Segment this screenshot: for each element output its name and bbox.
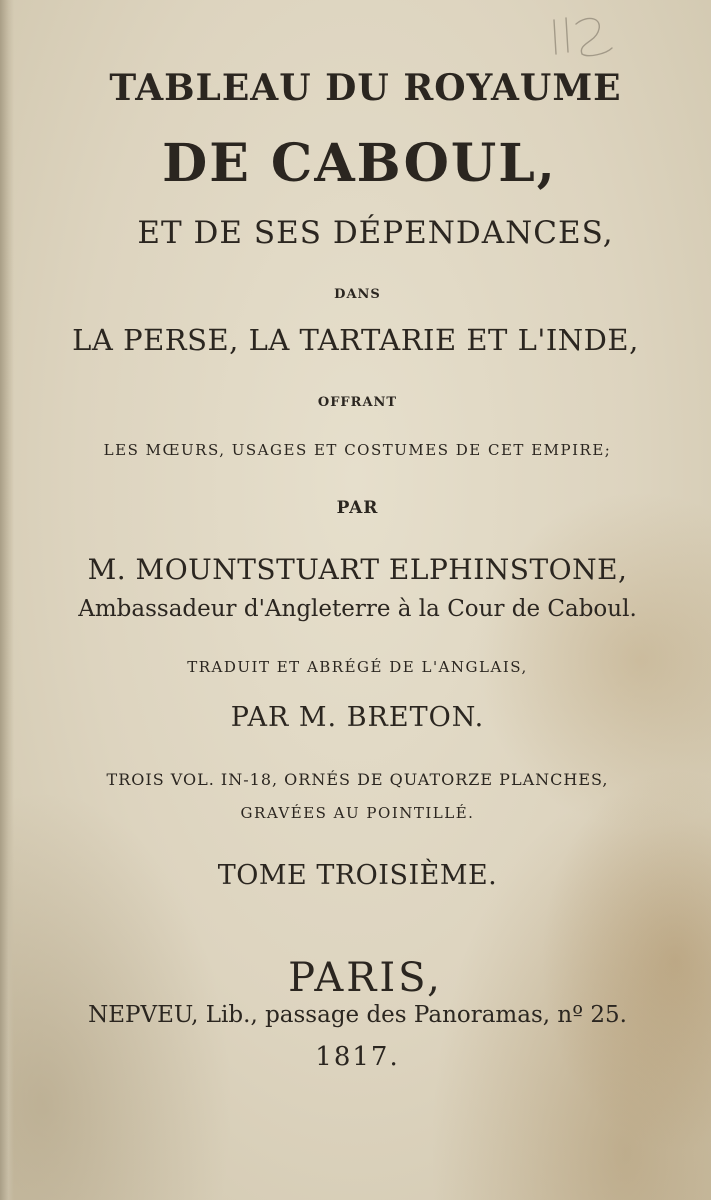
imprint-publisher: NEPVEU, Lib., passage des Panoramas, nº 25. (88, 1002, 627, 1028)
connector-dans: DANS (334, 287, 381, 302)
volumes-line-1: TROIS VOL. IN-18, ORNÉS DE QUATORZE PLANCHES, (106, 770, 609, 789)
translator-name: PAR M. BRETON. (230, 702, 485, 733)
subtitle-regions: LA PERSE, LA TARTARIE ET L'INDE, (72, 323, 639, 357)
title-line-1: TABLEAU DU ROYAUME (109, 67, 622, 109)
pencil-shelfmark-scribble (548, 14, 618, 58)
author-name: M. MOUNTSTUART ELPHINSTONE, (87, 553, 628, 586)
imprint-city: PARIS, (288, 955, 443, 1001)
subtitle-moeurs: LES MŒURS, USAGES ET COSTUMES DE CET EMPIRE; (103, 441, 612, 459)
tome-number: TOME TROISIÈME. (217, 860, 498, 891)
subtitle-dependances: ET DE SES DÉPENDANCES, (137, 215, 614, 251)
connector-offrant: OFFRANT (317, 395, 398, 410)
author-title: Ambassadeur d'Angleterre à la Cour de Caboul. (78, 596, 637, 622)
imprint-year: 1817. (315, 1042, 400, 1072)
translation-note: TRADUIT ET ABRÉGÉ DE L'ANGLAIS, (187, 658, 528, 676)
connector-par: PAR (336, 498, 379, 518)
title-line-2: DE CABOUL, (162, 133, 557, 194)
volumes-line-2: GRAVÉES AU POINTILLÉ. (240, 804, 475, 822)
